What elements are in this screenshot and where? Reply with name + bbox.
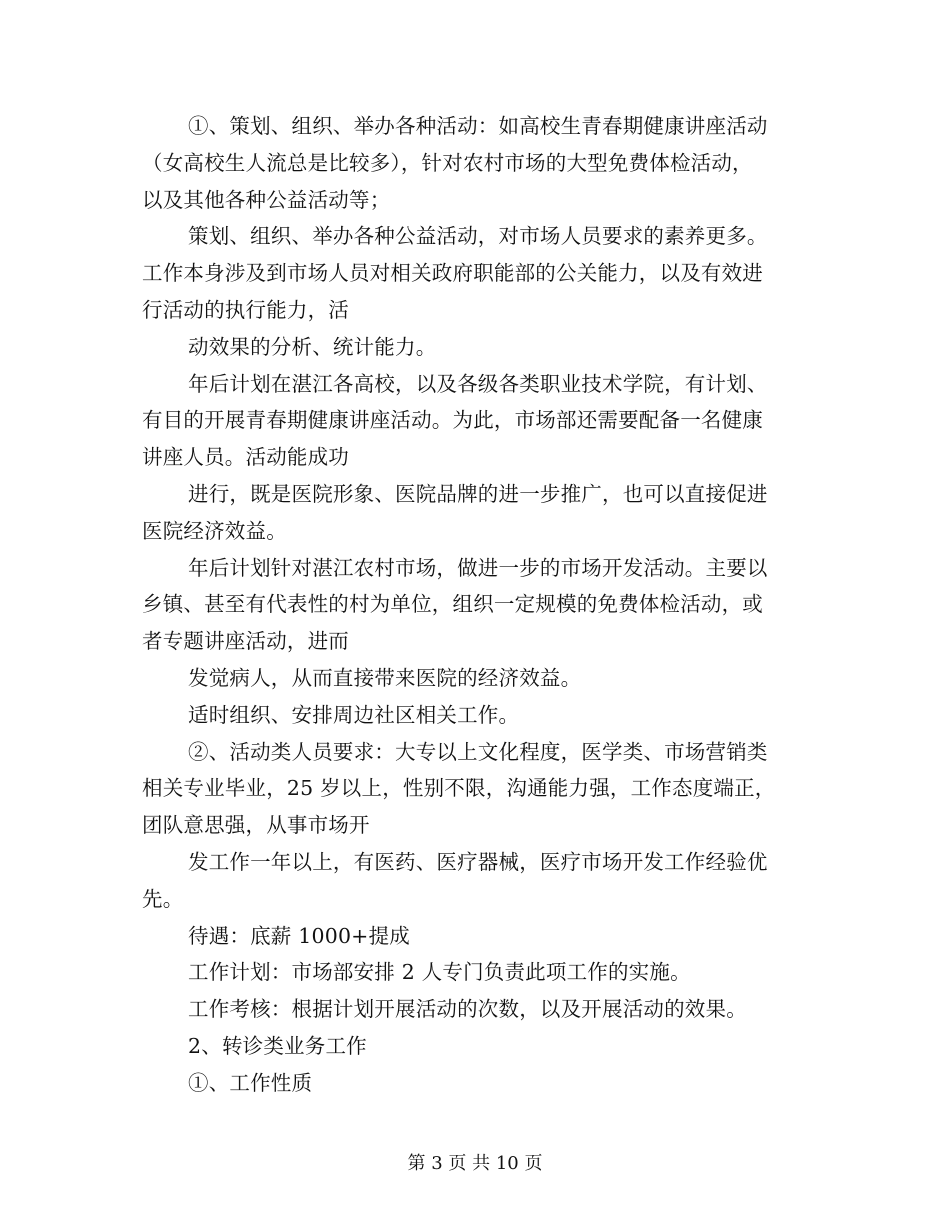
text-line: 先。 <box>142 886 184 911</box>
text-line: 有目的开展青春期健康讲座活动。为此，市场部还需要配备一名健康 <box>142 408 763 433</box>
page-footer: 第 3 页 共 10 页 <box>407 1153 543 1174</box>
text-line: 讲座人员。活动能成功 <box>142 445 349 470</box>
text-line: 适时组织、安排周边社区相关工作。 <box>188 702 520 727</box>
text-line: 策划、组织、举办各种公益活动，对市场人员要求的素养更多。 <box>188 224 768 249</box>
text-line: （女高校生人流总是比较多），针对农村市场的大型免费体检活动， <box>142 150 753 175</box>
text-line: 进行，既是医院形象、医院品牌的进一步推广，也可以直接促进 <box>188 481 768 506</box>
document-body <box>142 108 802 1102</box>
text-line: 发工作一年以上，有医药、医疗器械，医疗市场开发工作经验优 <box>188 849 768 874</box>
text-line: ①、策划、组织、举办各种活动：如高校生青春期健康讲座活动 <box>188 114 768 138</box>
text-line: 待遇：底薪 1000+提成 <box>188 923 410 948</box>
text-line: 工作本身涉及到市场人员对相关政府职能部的公关能力，以及有效进 <box>142 261 763 286</box>
text-line: 相关专业毕业，25 岁以上，性别不限，沟通能力强，工作态度端正， <box>142 776 776 801</box>
text-line: 者专题讲座活动，进而 <box>142 629 349 654</box>
text-line: 年后计划在湛江各高校，以及各级各类职业技术学院，有计划、 <box>188 371 768 396</box>
text-line: 发觉病人，从而直接带来医院的经济效益。 <box>188 665 582 690</box>
text-line: 医院经济效益。 <box>142 518 287 543</box>
text-line: ①、工作性质 <box>188 1070 313 1095</box>
text-line: 工作计划：市场部安排 2 人专门负责此项工作的实施。 <box>188 960 691 985</box>
text-line: 团队意思强，从事市场开 <box>142 813 370 838</box>
text-line: ②、活动类人员要求：大专以上文化程度，医学类、市场营销类 <box>188 739 768 764</box>
text-line: 行活动的执行能力，活 <box>142 297 349 322</box>
text-line: 动效果的分析、统计能力。 <box>188 334 437 359</box>
text-line: 以及其他各种公益活动等； <box>142 187 391 212</box>
text-line: 工作考核：根据计划开展活动的次数，以及开展活动的效果。 <box>188 997 747 1022</box>
text-line: 年后计划针对湛江农村市场，做进一步的市场开发活动。主要以 <box>188 555 768 580</box>
text-line: 2、转诊类业务工作 <box>188 1033 367 1058</box>
text-line: 乡镇、甚至有代表性的村为单位，组织一定规模的免费体检活动，或 <box>142 592 763 617</box>
